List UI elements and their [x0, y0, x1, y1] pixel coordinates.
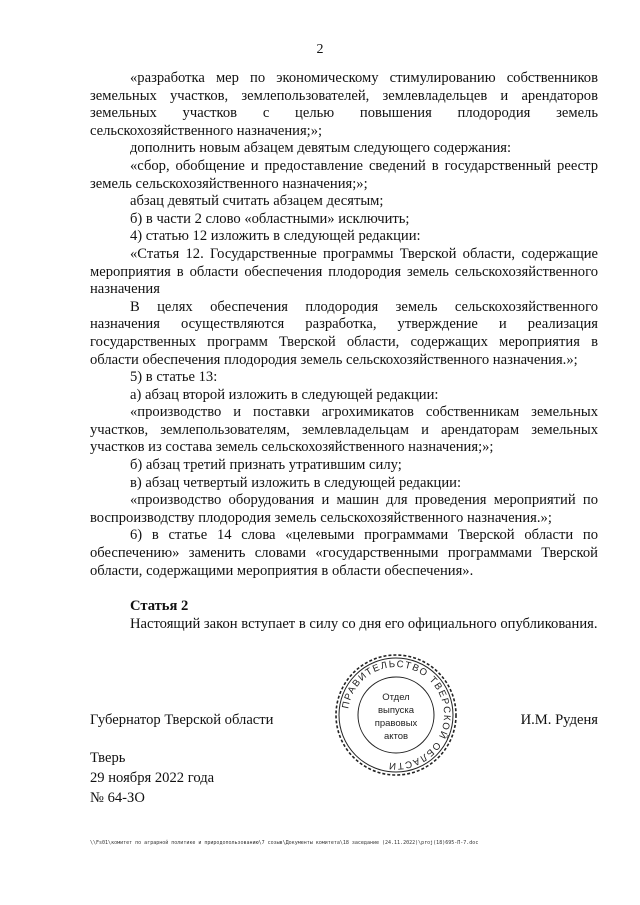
- file-path-footer: \\Fs01\комитет по аграрной политике и природопользованию\7 созыв\Документы комитета\18 заседание (24.11.2022)\proj(18)695-П-7.doc: [90, 840, 479, 846]
- article-heading: Статья 2: [130, 598, 189, 615]
- paragraph: б) в части 2 слово «областными» исключить;: [130, 210, 410, 227]
- paragraph: «производство и поставки агрохимикатов собственникам земельных участков, землепользователям, землевладельцам и арендаторам земельных участков из состава земель сельскохозяйственного назначения;»;: [90, 404, 598, 456]
- paragraph: В целях обеспечения плодородия земель сельскохозяйственного назначения осуществляются разработка, утверждение и реализация государственных программ Тверской области, содержащих мероприятия в области обеспечения плодородия земель сельскохозяйственного назначения.»;: [90, 298, 598, 368]
- place-date-block: [90, 748, 214, 808]
- spacer: [90, 580, 598, 598]
- paragraph: 6) в статье 14 слова «целевыми программами Тверской области по обеспечению» заменить словами «государственными программами Тверской области, содержащими мероприятия в области обеспечения».: [90, 527, 598, 579]
- city: Тверь: [90, 750, 126, 766]
- date: 29 ноября 2022 года: [90, 770, 215, 786]
- paragraph: дополнить новым абзацем девятым следующего содержания:: [130, 140, 512, 157]
- paragraph: в) абзац четвертый изложить в следующей редакции:: [130, 474, 462, 491]
- page-number: 2: [316, 42, 324, 57]
- paragraph: «производство оборудования и машин для проведения мероприятий по воспроизводству плодородия земель сельскохозяйственного назначения.»;: [90, 492, 598, 526]
- paragraph: 4) статью 12 изложить в следующей редакции:: [130, 228, 421, 245]
- paragraph: «разработка мер по экономическому стимулированию собственников земельных участков, землепользователей, землевладельцев и арендаторов земельных участков с целью повышения плодородия земель сельскохозяйственного назначения;»;: [90, 70, 598, 139]
- document-body: [90, 70, 598, 633]
- paragraph: «сбор, обобщение и предоставление сведений в государственный реестр земель сельскохозяйственного назначения;»;: [90, 157, 598, 192]
- article-text: Настоящий закон вступает в силу со дня его официального опубликования.: [130, 615, 598, 632]
- paragraph: абзац девятый считать абзацем десятым;: [130, 193, 384, 210]
- law-number: № 64-ЗО: [90, 790, 145, 806]
- paragraph: б) абзац третий признать утратившим силу;: [130, 457, 402, 474]
- paragraph: «Статья 12. Государственные программы Тверской области, содержащие мероприятия в области обеспечения плодородия земель сельскохозяйственного назначения: [90, 245, 598, 298]
- signature-block: [90, 712, 598, 732]
- seal-ring-text: ПРАВИТЕЛЬСТВО ТВЕРСКОЙ ОБЛАСТИ: [340, 658, 453, 772]
- paragraph: а) абзац второй изложить в следующей редакции:: [130, 386, 439, 403]
- paragraph: 5) в статье 13:: [130, 369, 218, 386]
- signatory-position: Губернатор Тверской области: [90, 712, 274, 728]
- signatory-name: И.М. Руденя: [520, 712, 598, 728]
- seal-center-text: Отдел выпуска правовых актов: [374, 692, 418, 742]
